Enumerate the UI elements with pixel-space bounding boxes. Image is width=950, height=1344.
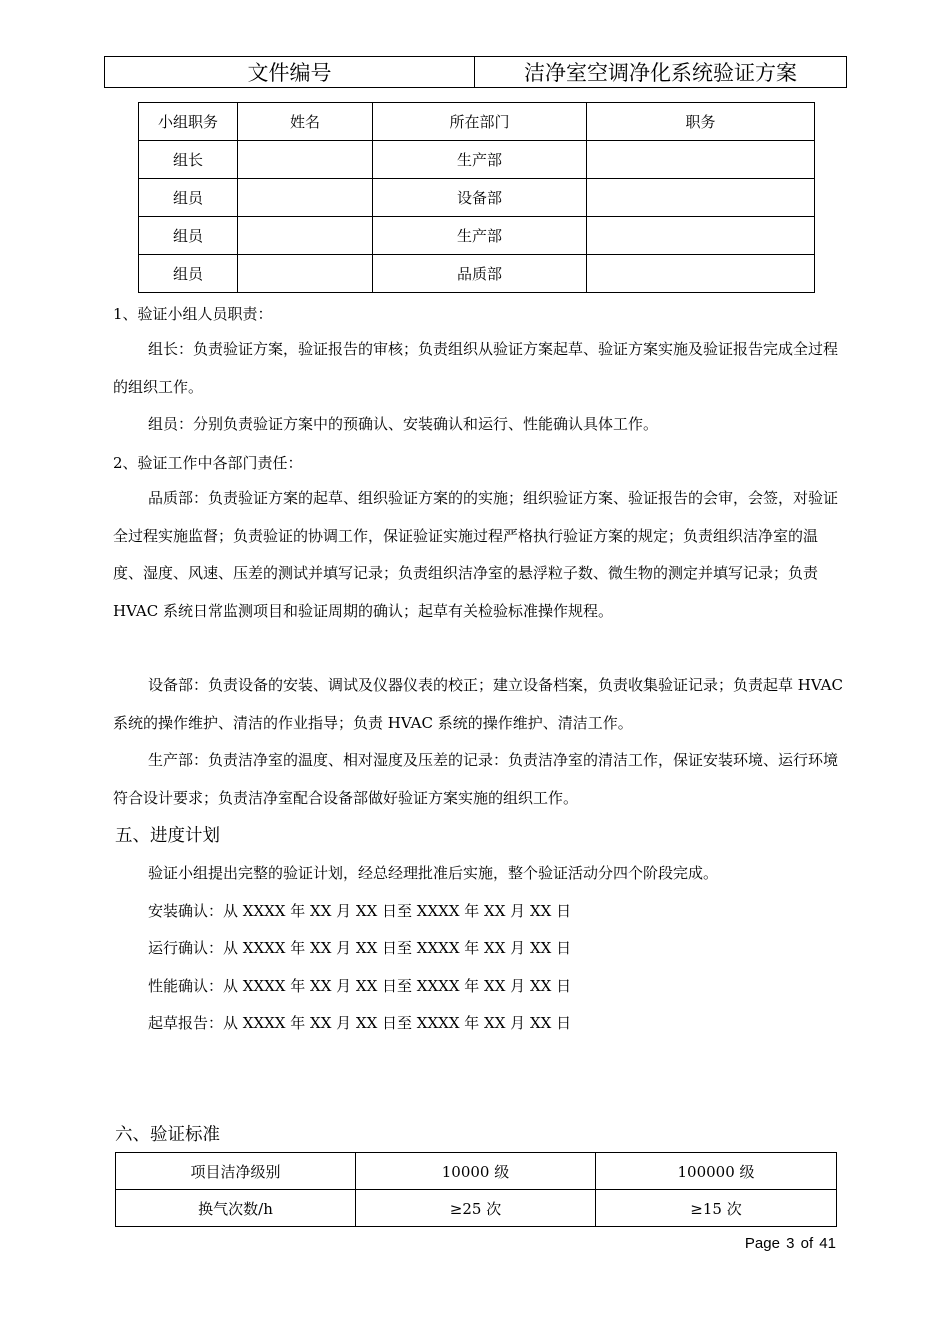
table-cell: 100000 级 xyxy=(596,1153,837,1190)
team-table xyxy=(138,102,815,293)
table-cell: 10000 级 xyxy=(356,1153,596,1190)
table-cell: 生产部 xyxy=(373,217,587,255)
equipment-dept-duty: 设备部：负责设备的安装、调试及仪器仪表的校正；建立设备档案，负责收集验证记录；负责起草 HVAC 系统的操作维护、清洁的作业指导；负责 HVAC 系统的操作维护、清洁工作。 xyxy=(113,676,843,732)
column-header: 职务 xyxy=(587,103,815,141)
table-cell: 生产部 xyxy=(373,141,587,179)
column-header: 小组职务 xyxy=(139,103,238,141)
table-cell xyxy=(238,255,373,293)
section-1-title: 1、验证小组人员职责： xyxy=(113,305,273,323)
page-number: Page 3 of 41 xyxy=(744,1235,836,1252)
document-header xyxy=(104,56,847,88)
doc-number-label: 文件编号 xyxy=(105,57,475,88)
schedule-heading: 五、进度计划 xyxy=(115,826,220,846)
table-cell: 组员 xyxy=(139,255,238,293)
table-cell xyxy=(238,179,373,217)
column-header: 所在部门 xyxy=(373,103,587,141)
table-row xyxy=(116,1153,837,1190)
table-cell: 品质部 xyxy=(373,255,587,293)
standard-table xyxy=(115,1152,837,1227)
table-cell: ≥25 次 xyxy=(356,1190,596,1227)
table-row xyxy=(139,255,815,293)
schedule-item: 运行确认：从 XXXX 年 XX 月 XX 日至 XXXX 年 XX 月 XX 日 xyxy=(148,939,572,957)
table-row xyxy=(139,179,815,217)
standard-heading: 六、验证标准 xyxy=(115,1125,220,1145)
table-cell xyxy=(238,141,373,179)
table-cell: 组员 xyxy=(139,179,238,217)
table-cell xyxy=(587,255,815,293)
table-cell: 设备部 xyxy=(373,179,587,217)
table-cell: 组员 xyxy=(139,217,238,255)
table-cell: 换气次数/h xyxy=(116,1190,356,1227)
member-duty: 组员：分别负责验证方案中的预确认、安装确认和运行、性能确认具体工作。 xyxy=(148,415,659,433)
table-cell xyxy=(587,217,815,255)
schedule-item: 安装确认：从 XXXX 年 XX 月 XX 日至 XXXX 年 XX 月 XX 日 xyxy=(148,902,572,920)
team-table-header xyxy=(139,103,815,141)
section-2-title: 2、验证工作中各部门责任： xyxy=(113,454,303,472)
table-cell: ≥15 次 xyxy=(596,1190,837,1227)
table-cell: 项目洁净级别 xyxy=(116,1153,356,1190)
quality-dept-duty: 品质部：负责验证方案的起草、组织验证方案的的实施；组织验证方案、验证报告的会审，会签，对验证全过程实施监督；负责验证的协调工作，保证验证实施过程严格执行验证方案的规定；负责组织洁净室的温度、湿度、风速、压差的测试并填写记录；负责组织洁净室的悬浮粒子数、微生物的测定并填写记录；负责 HVAC 系统日常监测项目和验证周期的确认；起草有关检验标准操作规程。 xyxy=(113,489,839,620)
leader-duty: 组长：负责验证方案，验证报告的审核；负责组织从验证方案起草、验证方案实施及验证报告完成全过程的组织工作。 xyxy=(113,340,839,396)
schedule-item: 性能确认：从 XXXX 年 XX 月 XX 日至 XXXX 年 XX 月 XX 日 xyxy=(148,977,572,995)
schedule-item: 起草报告：从 XXXX 年 XX 月 XX 日至 XXXX 年 XX 月 XX 日 xyxy=(148,1014,572,1032)
table-cell xyxy=(587,141,815,179)
column-header: 姓名 xyxy=(238,103,373,141)
schedule-intro: 验证小组提出完整的验证计划，经总经理批准后实施，整个验证活动分四个阶段完成。 xyxy=(148,864,719,882)
table-cell xyxy=(238,217,373,255)
table-row xyxy=(139,217,815,255)
doc-title: 洁净室空调净化系统验证方案 xyxy=(475,57,847,88)
production-dept-duty: 生产部：负责洁净室的温度、相对湿度及压差的记录：负责洁净室的清洁工作，保证安装环境、运行环境符合设计要求；负责洁净室配合设备部做好验证方案实施的组织工作。 xyxy=(113,751,839,807)
table-row xyxy=(139,141,815,179)
table-cell: 组长 xyxy=(139,141,238,179)
table-cell xyxy=(587,179,815,217)
table-row xyxy=(116,1190,837,1227)
